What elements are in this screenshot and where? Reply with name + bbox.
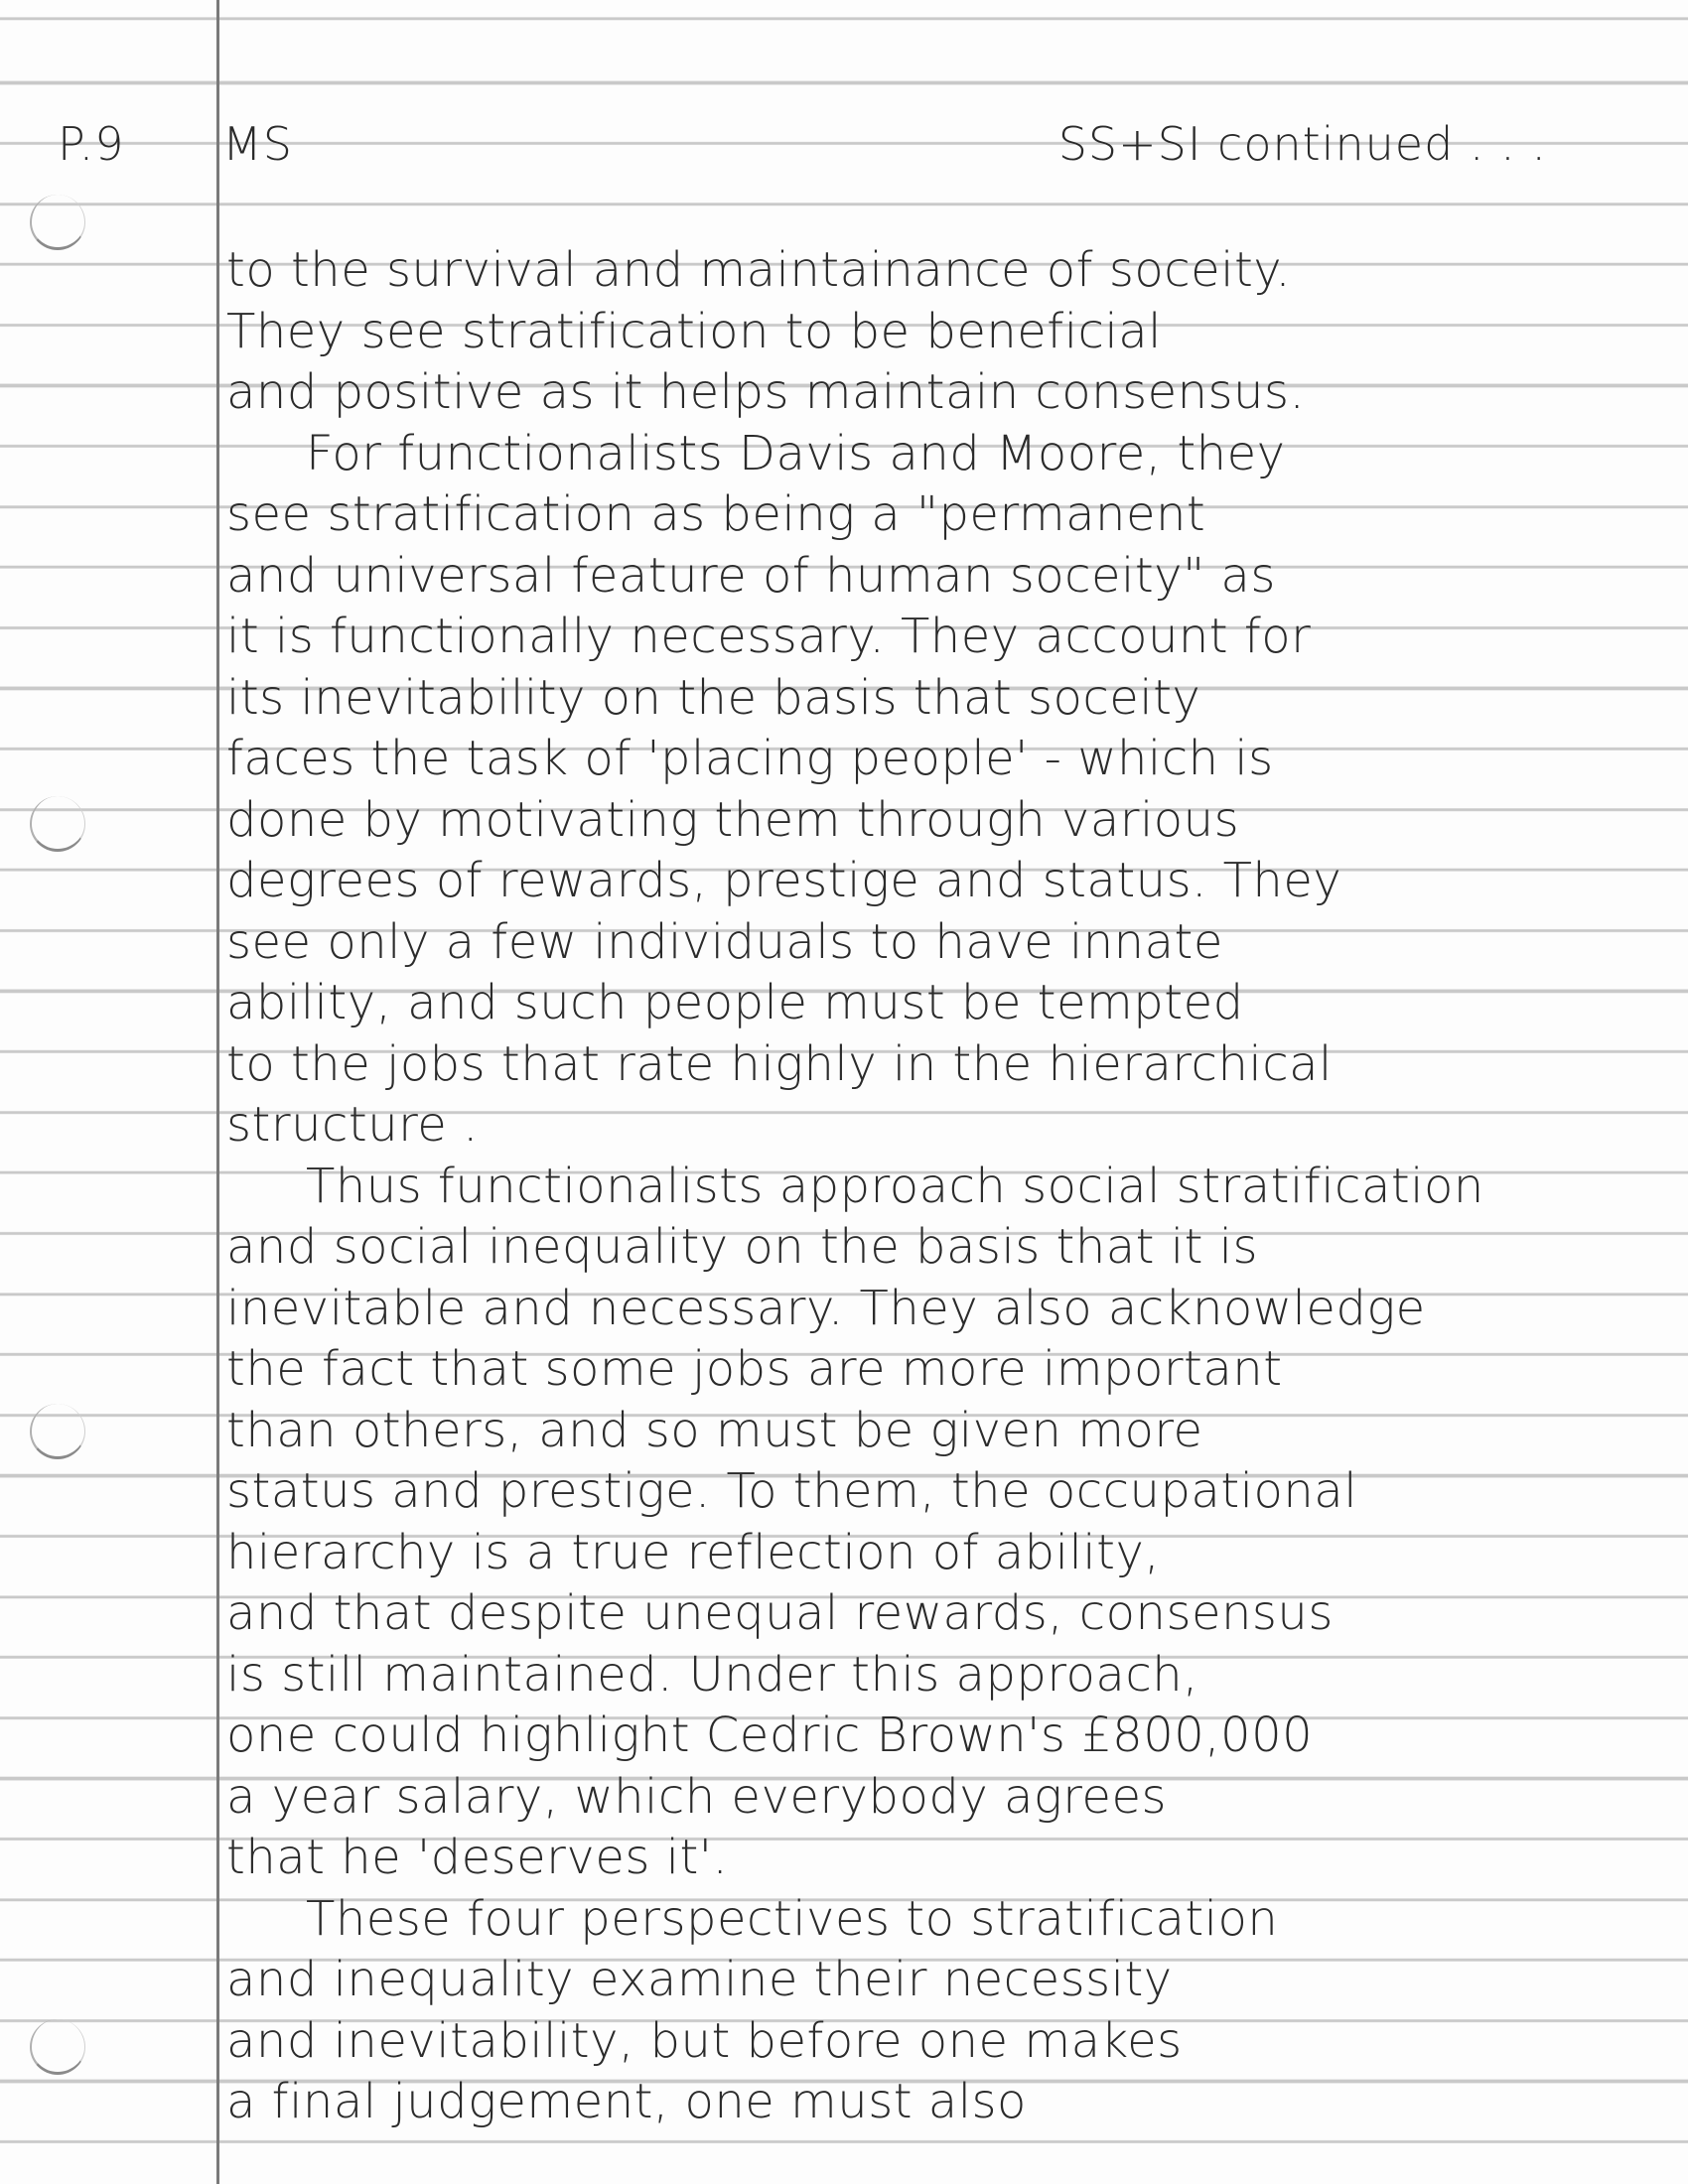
- punch-hole: [30, 2019, 85, 2075]
- text-line: They see stratification to be beneficial: [226, 303, 1163, 359]
- text-line: than others, and so must be given more: [226, 1402, 1203, 1458]
- text-line: a year salary, which everybody agrees: [226, 1768, 1167, 1825]
- text-line: status and prestige. To them, the occupational: [226, 1463, 1358, 1519]
- text-line: it is functionally necessary. They account for: [226, 609, 1312, 664]
- text-line: see stratification as being a "permanent: [226, 486, 1206, 542]
- text-line: one could highlight Cedric Brown's £800,000: [226, 1707, 1314, 1763]
- text-line: structure .: [226, 1097, 479, 1153]
- text-line: and universal feature of human soceity" as: [226, 547, 1276, 604]
- text-line: ability, and such people must be tempted: [226, 975, 1244, 1030]
- text-line: and that despite unequal rewards, consensus: [226, 1585, 1334, 1641]
- text-line: to the survival and maintainance of soceity.: [226, 242, 1292, 298]
- author-initials: MS: [222, 117, 293, 171]
- text-line: and inequality examine their necessity: [226, 1952, 1173, 2007]
- text-line: and inevitability, but before one makes: [226, 2012, 1183, 2069]
- punch-hole: [30, 796, 85, 852]
- text-line: is still maintained. Under this approach,: [226, 1646, 1198, 1703]
- text-line: the fact that some jobs are more important: [226, 1341, 1283, 1397]
- text-line: Thus functionalists approach social stratification: [306, 1158, 1484, 1214]
- text-line: These four perspectives to stratification: [306, 1890, 1279, 1947]
- margin-rule: [216, 0, 219, 2184]
- text-line: inevitable and necessary. They also acknowledge: [226, 1280, 1426, 1336]
- punch-hole: [30, 1404, 85, 1459]
- text-line: that he 'deserves it'.: [226, 1830, 729, 1885]
- text-line: degrees of rewards, prestige and status. They: [226, 853, 1342, 908]
- text-line: and positive as it helps maintain consensus.: [226, 364, 1306, 420]
- page-number: P.9: [58, 117, 125, 171]
- text-line: its inevitability on the basis that soceity: [226, 669, 1201, 726]
- text-line: For functionalists Davis and Moore, they: [306, 425, 1286, 481]
- text-line: hierarchy is a true reflection of ability,: [226, 1524, 1161, 1580]
- text-line: done by motivating them through various: [226, 791, 1240, 848]
- text-line: to the jobs that rate highly in the hierarchical: [226, 1035, 1333, 1092]
- punch-hole: [30, 195, 85, 250]
- text-line: see only a few individuals to have innate: [226, 913, 1223, 970]
- text-line: and social inequality on the basis that it is: [226, 1219, 1258, 1275]
- text-line: a final judgement, one must also: [226, 2074, 1027, 2129]
- topic-heading: SS+SI continued . . .: [1057, 117, 1547, 171]
- text-line: faces the task of 'placing people' - which is: [226, 731, 1274, 786]
- handwritten-body: [226, 240, 1656, 2133]
